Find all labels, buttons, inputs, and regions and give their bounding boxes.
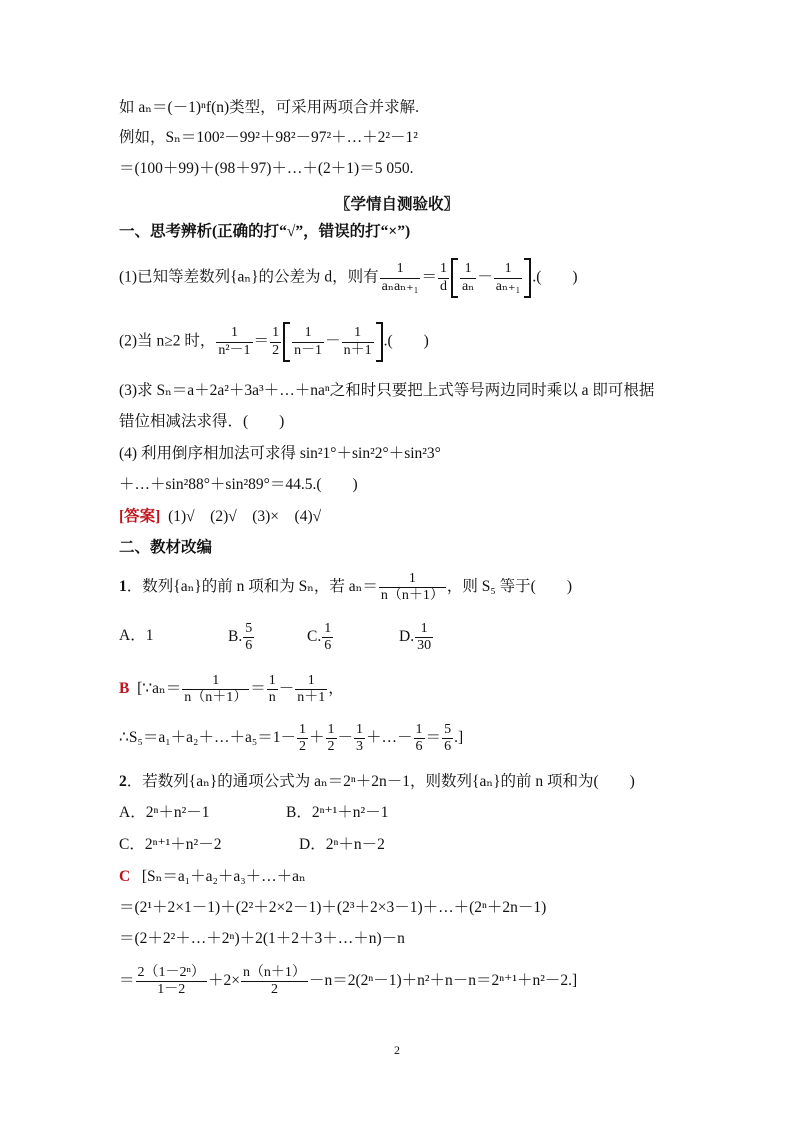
page-number: 2	[394, 1043, 400, 1057]
intro-line-3: ＝(100＋99)＋(98＋97)＋…＋(2＋1)＝5 050.	[119, 160, 414, 177]
problem-1-stem: 1．数列{aₙ}的前 n 项和为 Sₙ，若 aₙ＝ $\frac{1}{n(n+1)}$ ，则 S₅ 等于( )	[119, 571, 572, 604]
question-2: (2)当 n≥2 时， $\frac{1}{\text{n²－1}}$ ＝ $\frac{1}{2}$ $\frac{1}{n-1}$ － $\frac{1}{n+1}$ .( )	[119, 322, 429, 362]
fraction: $\frac{1}{\text{aₙaₙ₊₁}}$	[381, 261, 419, 294]
problem-2-solution-4: ＝ $\frac{\text{2（1－2ⁿ）}}{1-2}$ ＋2× $\frac{n(n+1)}{2}$ －n＝2(2ⁿ－1)＋n²＋n－n＝2ⁿ⁺¹＋n²－2.]	[119, 965, 578, 998]
part2-heading: 二、教材改编	[119, 539, 213, 556]
problem-1-option-b: B. $\frac{5}{6}$	[228, 621, 253, 654]
fraction: $\frac{1}{\text{aₙ}}$	[462, 261, 475, 294]
problem-2-option-a: A．2ⁿ＋n²－1	[119, 804, 210, 821]
fraction: $\frac{1}{n(n+1)}$	[380, 571, 444, 604]
left-bracket	[283, 322, 290, 362]
problem-2-solution-2: ＝(2¹＋2×1－1)＋(2²＋2×2－1)＋(2³＋2×3－1)＋…＋(2ⁿ＋2n－1)	[119, 899, 547, 916]
answer-letter: C	[119, 868, 131, 885]
question-3-line-1: (3)求 Sₙ＝a＋2a²＋3a³＋…＋naⁿ之和时只要把上式等号两边同时乘以 a 即可根据	[119, 382, 655, 399]
problem-2-solution-3: ＝(2＋2²＋…＋2ⁿ)＋2(1＋2＋3＋…＋n)－n	[119, 930, 405, 947]
question-3-line-2: 错位相减法求得．( )	[119, 413, 285, 430]
answer-line: [答案] (1)√ (2)√ (3)× (4)√	[119, 508, 322, 525]
left-bracket	[451, 258, 458, 298]
problem-1-option-d: D. $\frac{1}{30}$	[399, 621, 432, 654]
problem-1-option-c: C. $\frac{1}{6}$	[307, 621, 332, 654]
fraction: $\frac{1}{n+1}$	[343, 325, 372, 358]
answer-letter: B	[119, 680, 130, 698]
question-1: (1)已知等差数列{aₙ}的公差为 d，则有 $\frac{1}{\text{aₙaₙ₊₁}}$ ＝ $\frac{1}{d}$ $\frac{1}{\text{aₙ}}$ － $\frac{1}{\text{aₙ₊₁}}$ .( )	[119, 258, 578, 298]
fraction: $\frac{1}{n-1}$	[294, 325, 323, 358]
intro-line-1: 如 aₙ＝(－1)ⁿf(n)类型，可采用两项合并求解.	[119, 99, 420, 116]
intro-line-2: 例如，Sₙ＝100²－99²＋98²－97²＋…＋2²－1²	[119, 129, 418, 146]
problem-2-solution-1: C [Sₙ＝a₁＋a₂＋a₃＋…＋aₙ	[119, 868, 306, 885]
fraction: $\frac{1}{\text{n²－1}}$	[218, 325, 251, 358]
right-bracket	[376, 322, 383, 362]
problem-2-option-d: D．2ⁿ＋n－2	[299, 836, 385, 853]
part1-heading: 一、思考辨析(正确的打“√”，错误的打“×”)	[119, 223, 411, 240]
section-title: 〖学情自测验收〗	[334, 196, 459, 213]
problem-1-solution-2: ∴S₅＝a₁＋a₂＋…＋a₅＝1－ $\frac{1}{2}$ ＋ $\frac{1}{2}$ － $\frac{1}{3}$ ＋…－ $\frac{1}{6}$ ＝ $\frac{5}{6}$ .]	[119, 722, 464, 755]
question-4-line-1: (4) 利用倒序相加法可求得 sin²1°＋sin²2°＋sin²3°	[119, 445, 441, 462]
right-bracket	[524, 258, 531, 298]
problem-1-solution-1: B [∵aₙ＝ $\frac{1}{n(n+1)}$ ＝ $\frac{1}{n}$ － $\frac{1}{n+1}$ ，	[119, 673, 344, 706]
problem-1-option-a: A．1	[119, 627, 154, 644]
answer-label: [答案]	[119, 508, 161, 525]
fraction: $\frac{1}{2}$	[272, 325, 280, 358]
problem-2-stem: 2．若数列{aₙ}的通项公式为 aₙ＝2ⁿ＋2n－1，则数列{aₙ}的前 n 项和为( )	[119, 773, 635, 790]
fraction: $\frac{1}{\text{aₙ₊₁}}$	[495, 261, 521, 294]
problem-2-option-b: B．2ⁿ⁺¹＋n²－1	[286, 804, 389, 821]
fraction: $\frac{1}{d}$	[440, 261, 447, 294]
problem-2-option-c: C．2ⁿ⁺¹＋n²－2	[119, 836, 222, 853]
question-4-line-2: ＋…＋sin²88°＋sin²89°＝44.5.( )	[119, 476, 358, 493]
